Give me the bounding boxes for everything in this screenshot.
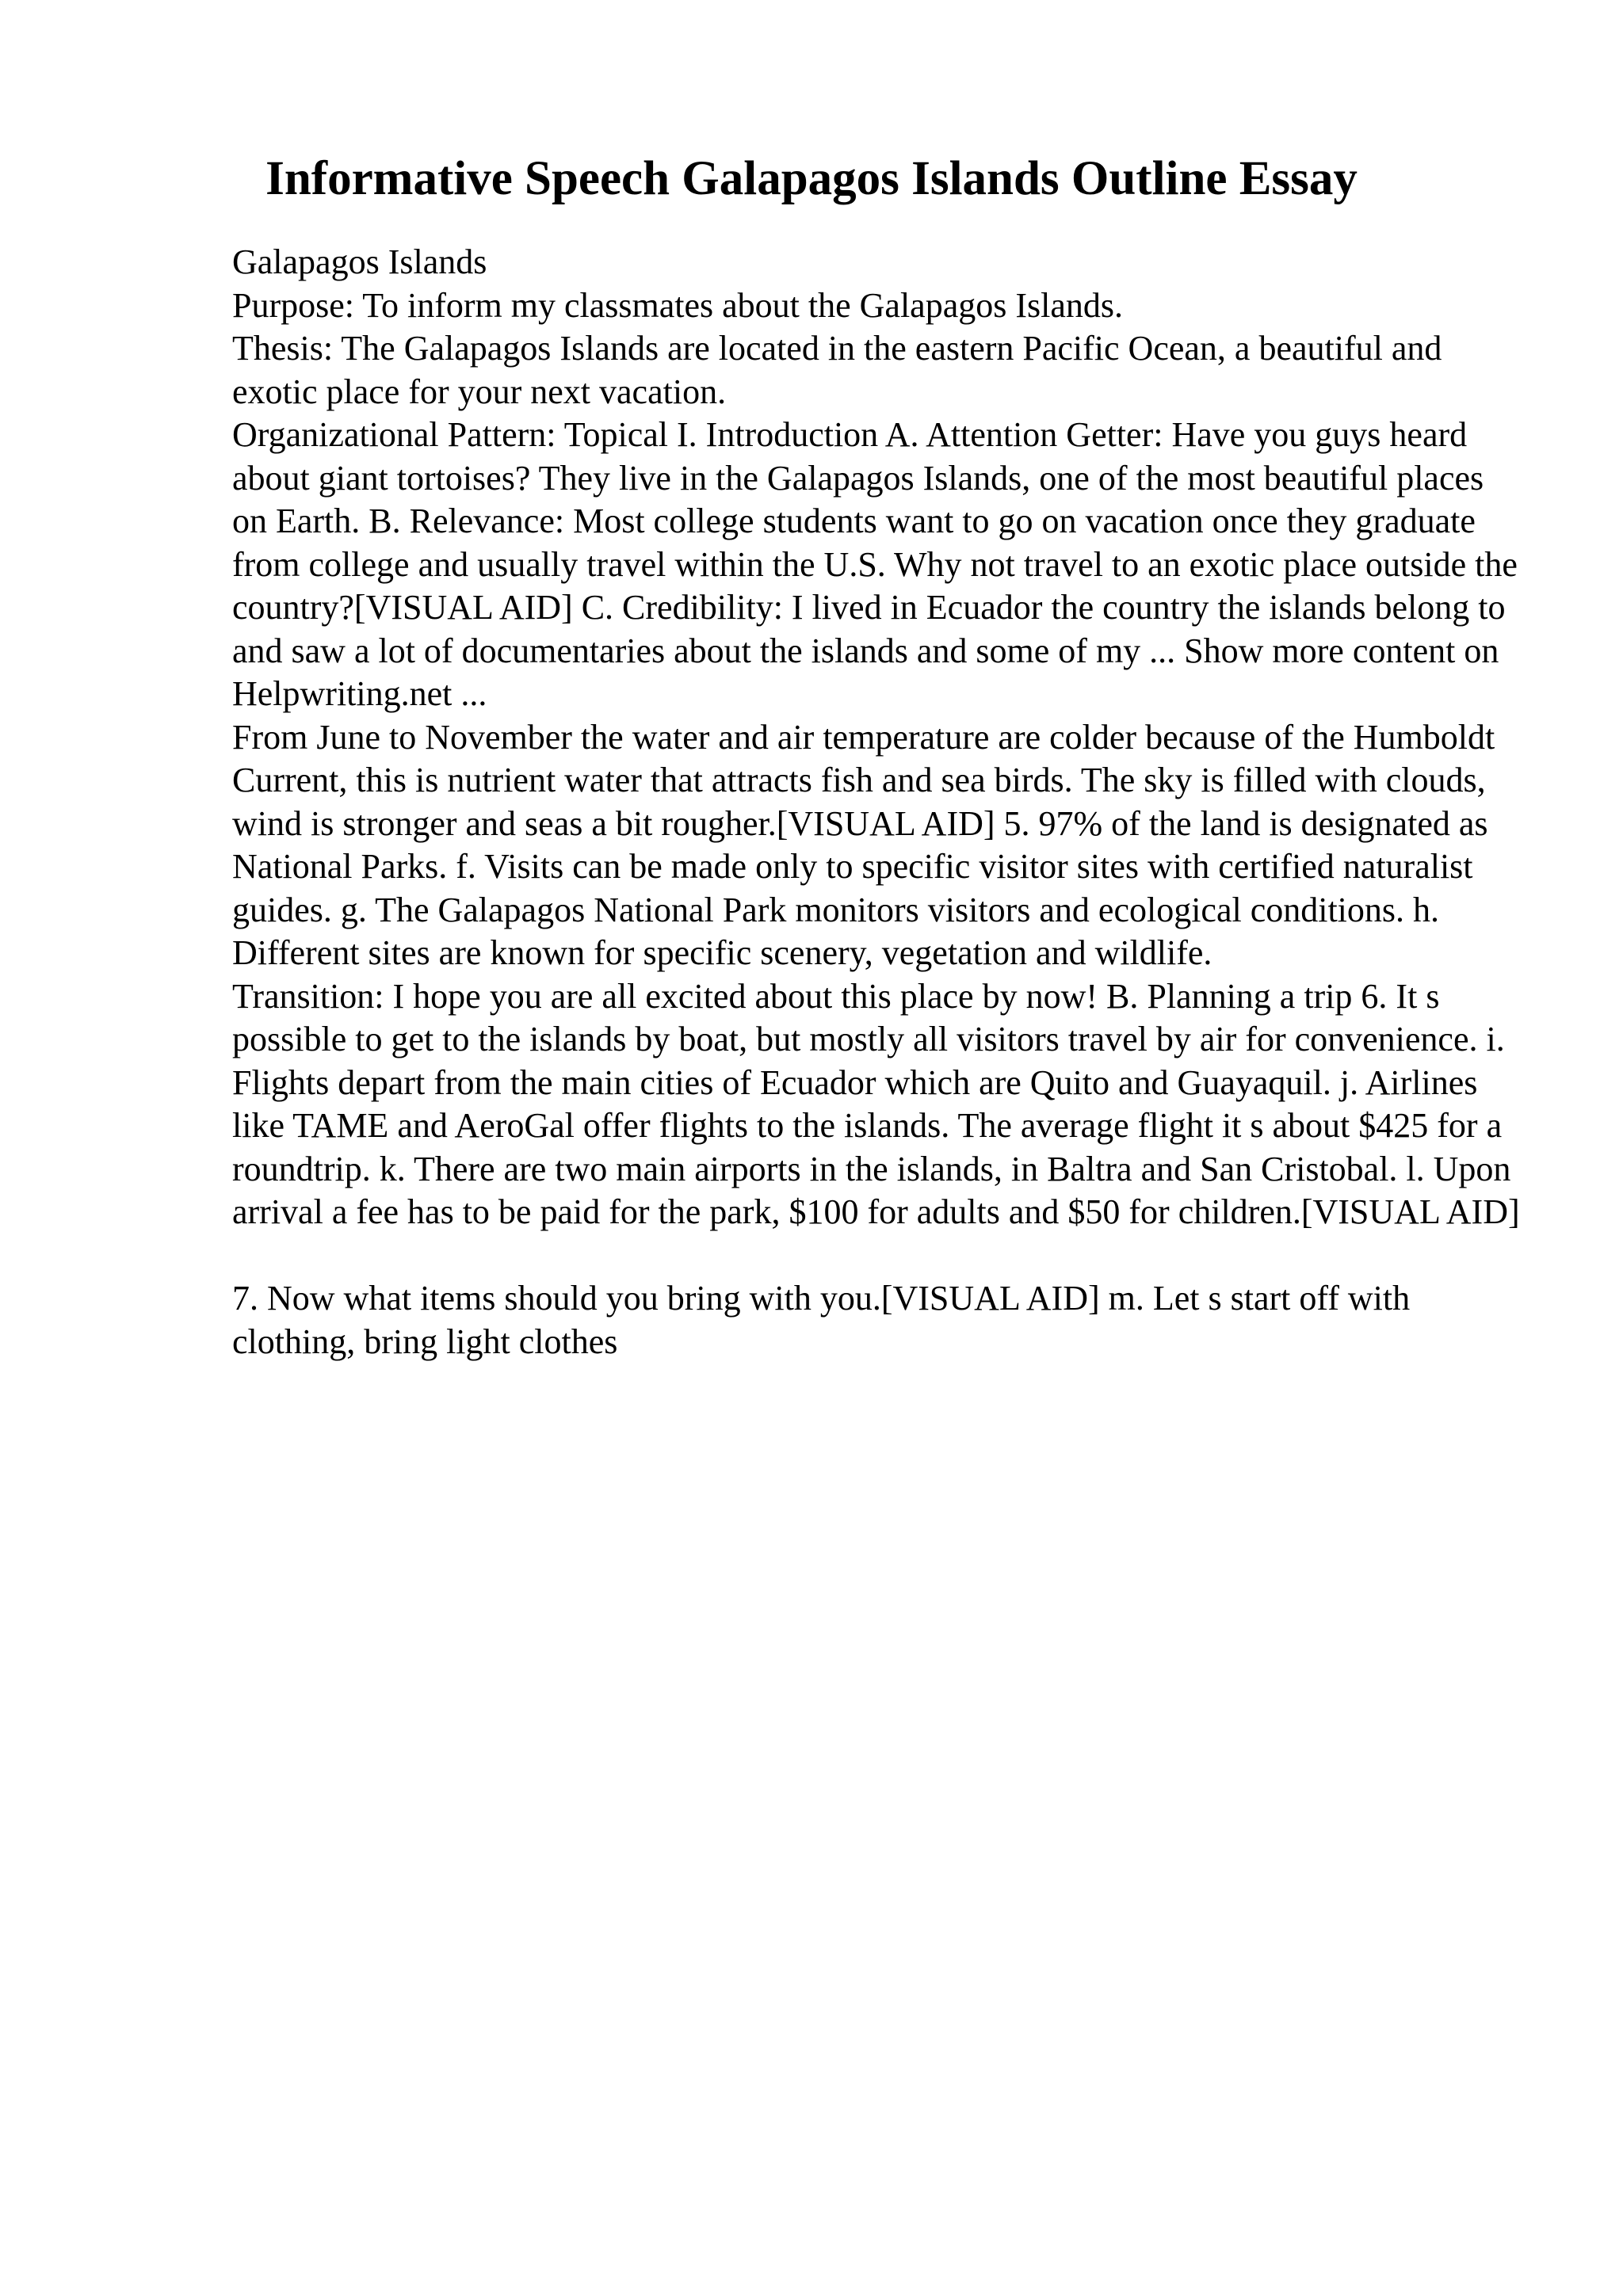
paragraph-thesis: Thesis: The Galapagos Islands are located in the eastern Pacific Ocean, a beautiful and exotic place for your next vacation. bbox=[232, 329, 1442, 411]
paragraph-items: 7. Now what items should you bring with you.[VISUAL AID] m. Let s start off with clothing, bring light clothes bbox=[232, 1279, 1411, 1361]
document-body bbox=[232, 241, 1521, 1363]
paragraph-purpose: Purpose: To inform my classmates about the Galapagos Islands. bbox=[232, 285, 1124, 325]
paragraph-heading: Galapagos Islands bbox=[232, 242, 487, 281]
paragraph-climate: From June to November the water and air temperature are colder because of the Humboldt Current, this is nutrient water that attracts fish and sea birds. The sky is filled with clouds, wind is stronger and seas a bit rougher.[VISUAL AID] 5. 97% of the land is designated as National Parks. f. Visits can be made only to specific visitor sites with certified naturalist guides. g. The Galapagos National Park monitors visitors and ecological conditions. h. Different sites are known for specific scenery, vegetation and wildlife. bbox=[232, 717, 1495, 972]
paragraph-organizational-pattern: Organizational Pattern: Topical I. Introduction A. Attention Getter: Have you guys heard about giant tortoises? They live in the Galapagos Islands, one of the most beautiful places on Earth. B. Relevance: Most college students want to go on vacation once they graduate from college and usually travel within the U.S. Why not travel to an exotic place outside the country?[VISUAL AID] C. Credibility: I lived in Ecuador the country the islands belong to and saw a lot of documentaries about the islands and some of my ... Show more content on Helpwriting.net ... bbox=[232, 415, 1518, 713]
document-title: Informative Speech Galapagos Islands Outline Essay bbox=[265, 152, 1358, 205]
paragraph-transition: Transition: I hope you are all excited about this place by now! B. Planning a trip 6. It s possible to get to the islands by boat, but mostly all visitors travel by air for convenience. i. Flights depart from the main cities of Ecuador which are Quito and Guayaquil. j. Airlines like TAME and AeroGal offer flights to the islands. The average flight it s about $425 for a roundtrip. k. There are two main airports in the islands, in Baltra and San Cristobal. l. Upon arrival a fee has to be paid for the park, $100 for adults and $50 for children.[VISUAL AID] bbox=[232, 976, 1520, 1231]
